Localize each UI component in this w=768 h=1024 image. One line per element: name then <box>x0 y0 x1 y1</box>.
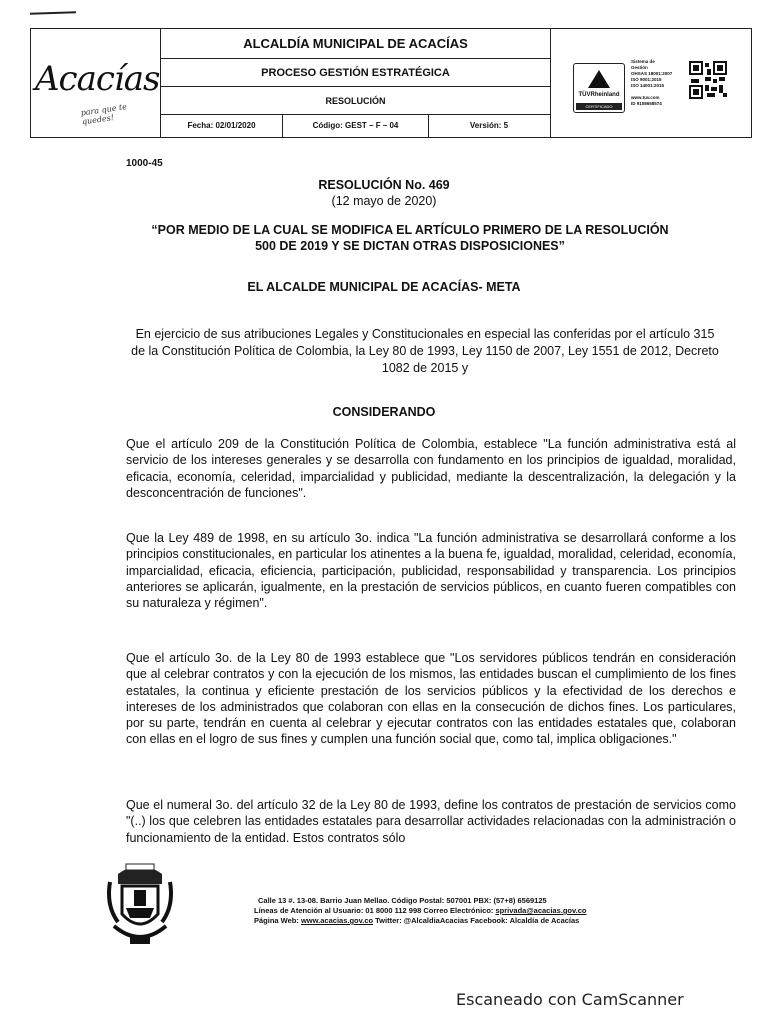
footer-web-label: Página Web: <box>254 916 301 925</box>
scan-artifact-line <box>30 11 76 15</box>
issuing-authority: EL ALCALDE MUNICIPAL DE ACACÍAS- META <box>247 280 521 294</box>
logo-tagline: para que te quedes! <box>80 102 128 127</box>
logo-wordmark: Acacías <box>35 59 160 99</box>
cert-line: Gestión <box>631 65 648 70</box>
cert-line: Sistema de <box>631 59 655 64</box>
footer-phone-email <box>254 906 654 916</box>
footer-address: Calle 13 #. 13-08. Barrio Juan Mellao. Código Postal: 507001 PBX: (57+8) 6569125 <box>258 896 547 905</box>
resolution-subject: “POR MEDIO DE LA CUAL SE MODIFICA EL ARTÍCULO PRIMERO DE LA RESOLUCIÓN 500 DE 2019 Y SE DICTAN OTRAS DISPOSICIONES” <box>151 223 669 253</box>
cert-band <box>576 103 622 110</box>
cert-line: OHSAS 18001:2007 <box>631 71 673 76</box>
letterhead-table <box>30 28 752 138</box>
footer-email-link[interactable]: sprivada@acacias.gov.co <box>495 906 587 915</box>
cert-line: ISO 14001:2015 <box>631 83 665 88</box>
municipality-logo <box>31 29 161 137</box>
footer-web-link[interactable]: www.acacias.gov.co <box>300 916 374 925</box>
considering-paragraph: Que el artículo 209 de la Constitución Política de Colombia, establece "La función administrativa está al servicio de los intereses generales y se desarrolla con fundamento en los principios de igualdad, moralidad, eficacia, economía, celeridad, imparcialidad y publicidad, mediante la descentralización, la delegación y la desconcentración de funciones". <box>126 437 736 500</box>
triangle-icon <box>588 70 610 88</box>
letterhead-version: Versión: 5 <box>469 121 509 130</box>
cert-line: ISO 9001:2015 <box>631 77 662 82</box>
office-code: 1000-45 <box>126 158 163 169</box>
considering-heading: CONSIDERANDO <box>332 405 436 419</box>
considering-paragraph: Que la Ley 489 de 1998, en su artículo 3o. indica "La función administrativa se desarrollará conforme a los principios constitucionales, en particular los atinentes a la buena fe, igualdad, moralidad, celeridad, economía, imparcialidad, eficacia, eficiencia, participación, publicidad, responsabilidad y transparencia. Los principios anteriores se aplicarán, igualmente, en la prestación de servicios públicos, en cuanto fueren compatibles con su naturaleza y régimen". <box>126 531 736 611</box>
tuv-certification-logo <box>573 63 625 113</box>
considering-paragraph: Que el artículo 3o. de la Ley 80 de 1993 establece que "Los servidores públicos tendrán en consideración que al celebrar contratos y con la ejecución de los mismos, las entidades buscan el cumplimiento de los fines estatales, la continua y eficiente prestación de los servicios públicos y la efectividad de los derechos e intereses de los administrados que colaboran con ellas en la consecución de dichos fines. Los particulares, por su parte, tendrán en cuenta al celebrar y ejecutar contratos con las entidades estatales que, colaboran con ellas en el logro de sus fines y cumplen una función social que, como tal, implica obligaciones." <box>126 651 736 747</box>
coat-of-arms-icon <box>104 856 176 948</box>
certification-text <box>631 59 672 107</box>
footer-web-social <box>254 916 654 926</box>
certification-block <box>551 29 751 137</box>
certifier-name: TÜVRheinland <box>578 92 620 98</box>
cert-line: www.tuv.com <box>631 95 660 100</box>
footer-phone: Líneas de Atención al Usuario: 01 8000 112 998 Correo Electrónico: <box>254 906 496 915</box>
letterhead-center <box>161 29 551 137</box>
letterhead-meta-row <box>161 115 550 137</box>
attributions-paragraph: En ejercicio de sus atribuciones Legales y Constitucionales en especial las conferidas por el artículo 315 de la Constitución Política de Colombia, la Ley 80 de 1993, Ley 1150 de 2007, Ley 1551 de 2012, Decreto 1082 de 2015 y <box>131 327 719 375</box>
resolution-date: (12 mayo de 2020) <box>331 194 437 208</box>
footer-social: Twitter: @AlcaldiaAcacias Facebook: Alcaldía de Acacías <box>373 916 580 925</box>
letterhead-title: ALCALDÍA MUNICIPAL DE ACACÍAS <box>161 29 550 59</box>
cert-band-label: CERTIFICADO <box>585 104 613 109</box>
footer-contact <box>254 896 654 926</box>
camscanner-watermark: Escaneado con CamScanner <box>456 990 684 1009</box>
resolution-number: RESOLUCIÓN No. 469 <box>318 178 450 192</box>
considering-paragraph: Que el numeral 3o. del artículo 32 de la Ley 80 de 1993, define los contratos de prestación de servicios como "(..) los que celebren las entidades estatales para desarrollar actividades relacionadas con la administración o funcionamiento de la entidad. Estos contratos sólo <box>126 798 736 845</box>
qr-code-icon <box>689 61 727 99</box>
letterhead-fecha: Fecha: 02/01/2020 <box>161 115 283 137</box>
letterhead-process: PROCESO GESTIÓN ESTRATÉGICA <box>161 59 550 87</box>
cert-line: ID 9108658574 <box>631 101 662 106</box>
letterhead-codigo: Código: GEST – F – 04 <box>283 115 429 137</box>
letterhead-doc-type: RESOLUCIÓN <box>161 87 550 115</box>
